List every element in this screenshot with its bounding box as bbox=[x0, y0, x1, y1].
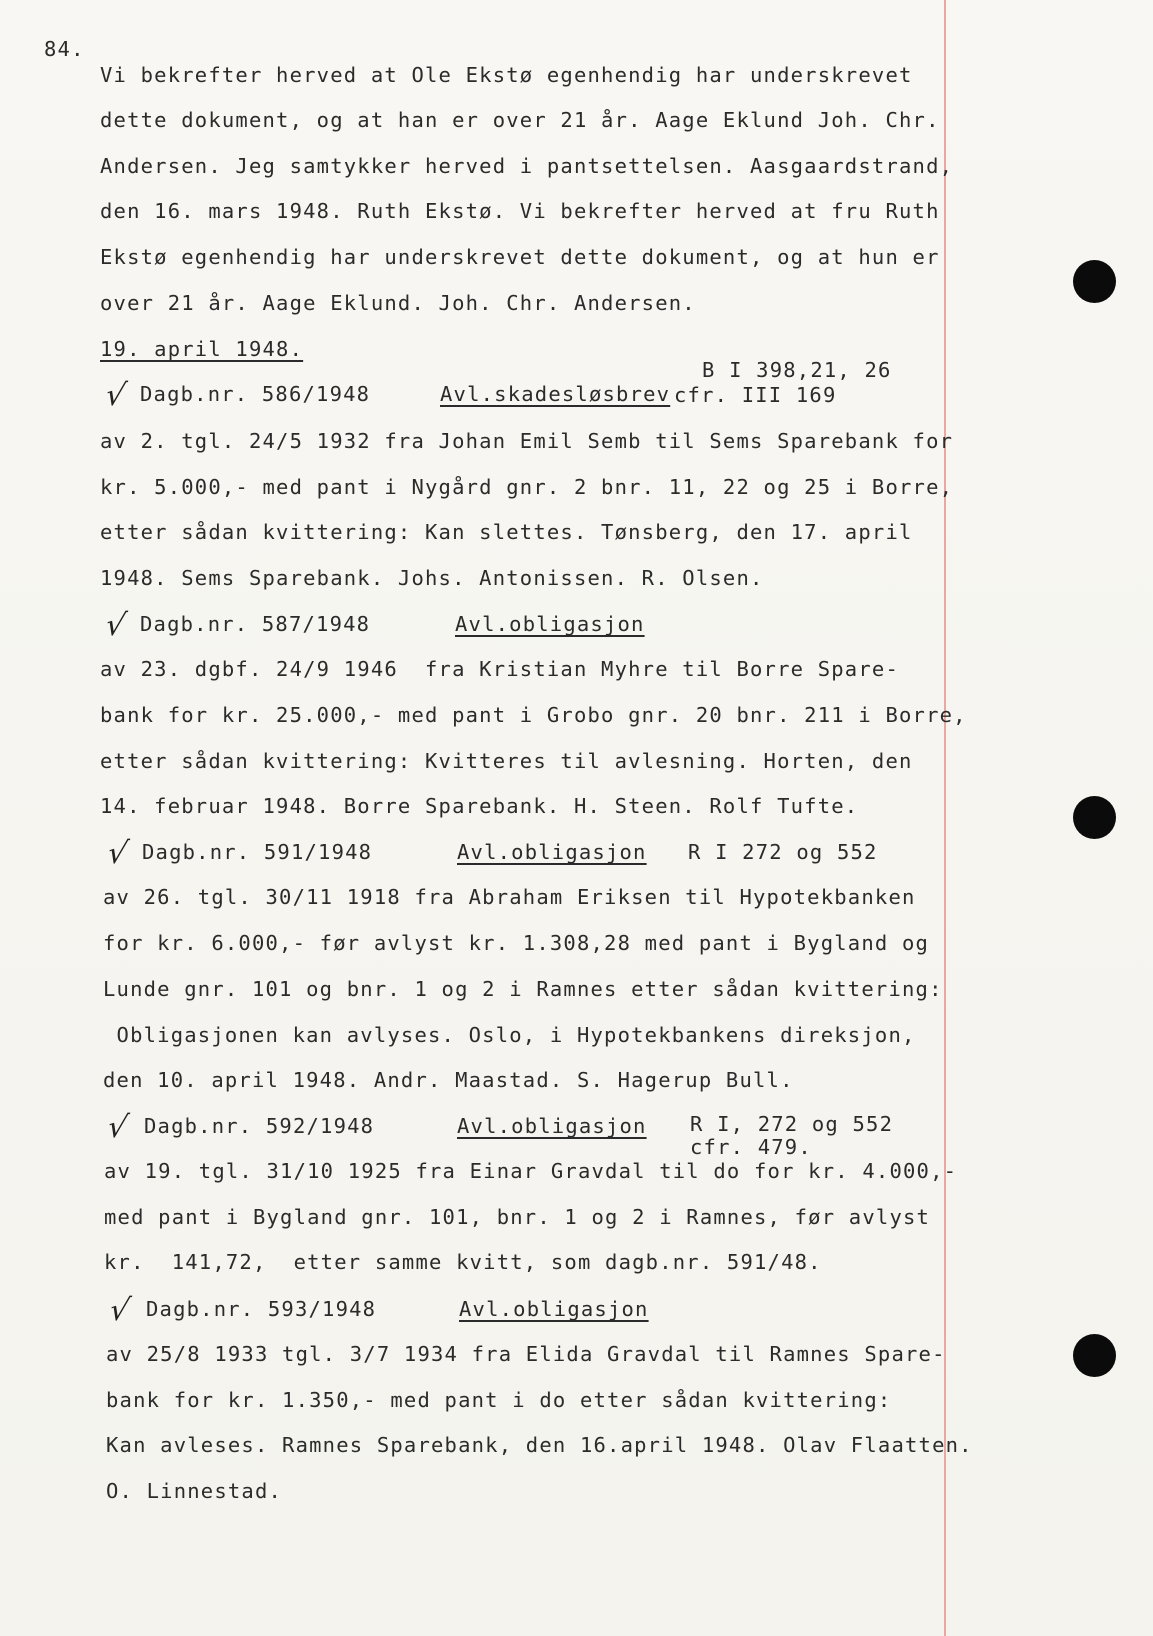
entry-line: 14. februar 1948. Borre Sparebank. H. Steen. Rolf Tufte. bbox=[100, 794, 859, 818]
check-mark-icon: √ bbox=[106, 1293, 133, 1328]
entry-number: Dagb.nr. 586/1948 bbox=[140, 382, 371, 406]
entry-line: den 10. april 1948. Andr. Maastad. S. Hagerup Bull. bbox=[103, 1068, 794, 1092]
entry-line: bank for kr. 1.350,- med pant i do etter sådan kvittering: bbox=[106, 1388, 892, 1412]
entry-type: Avl.obligasjon bbox=[457, 840, 647, 864]
entry-line: av 23. dgbf. 24/9 1946 fra Kristian Myhre til Borre Spare- bbox=[100, 657, 899, 681]
intro-line: dette dokument, og at han er over 21 år. Aage Eklund Joh. Chr. bbox=[100, 108, 940, 132]
entry-line: av 25/8 1933 tgl. 3/7 1934 fra Elida Gravdal til Ramnes Spare- bbox=[106, 1342, 946, 1366]
entry-line: Lunde gnr. 101 og bnr. 1 og 2 i Ramnes etter sådan kvittering: bbox=[103, 977, 943, 1001]
entry-line: av 26. tgl. 30/11 1918 fra Abraham Eriksen til Hypotekbanken bbox=[103, 885, 916, 909]
entry-line: med pant i Bygland gnr. 101, bnr. 1 og 2 i Ramnes, før avlyst bbox=[104, 1205, 931, 1229]
entry-line: O. Linnestad. bbox=[106, 1479, 283, 1503]
entry-number: Dagb.nr. 593/1948 bbox=[146, 1297, 377, 1321]
entry-number: Dagb.nr. 591/1948 bbox=[142, 840, 373, 864]
entry-line: for kr. 6.000,- før avlyst kr. 1.308,28 med pant i Bygland og bbox=[103, 931, 930, 955]
check-mark-icon: √ bbox=[102, 608, 129, 643]
entry-reference: cfr. III 169 bbox=[674, 383, 837, 407]
check-mark-icon: √ bbox=[102, 378, 129, 413]
entry-line: Kan avleses. Ramnes Sparebank, den 16.april 1948. Olav Flaatten. bbox=[106, 1433, 973, 1457]
margin-rule bbox=[944, 0, 946, 1636]
entry-reference: R I, 272 og 552 bbox=[690, 1112, 894, 1136]
entry-type: Avl.skadesløsbrev bbox=[440, 382, 671, 406]
intro-line: den 16. mars 1948. Ruth Ekstø. Vi bekrefter herved at fru Ruth bbox=[100, 199, 940, 223]
page-number: 84. bbox=[44, 37, 85, 61]
binder-hole-icon bbox=[1073, 796, 1116, 839]
entry-line: etter sådan kvittering: Kan slettes. Tønsberg, den 17. april bbox=[100, 520, 913, 544]
intro-line: Ekstø egenhendig har underskrevet dette dokument, og at hun er bbox=[100, 245, 940, 269]
entry-line: av 2. tgl. 24/5 1932 fra Johan Emil Semb til Sems Sparebank for bbox=[100, 429, 954, 453]
entry-reference: R I 272 og 552 bbox=[688, 840, 878, 864]
entry-line: av 19. tgl. 31/10 1925 fra Einar Gravdal til do for kr. 4.000,- bbox=[104, 1159, 958, 1183]
entry-line: Obligasjonen kan avlyses. Oslo, i Hypotekbankens direksjon, bbox=[103, 1023, 916, 1047]
intro-line: over 21 år. Aage Eklund. Joh. Chr. Andersen. bbox=[100, 291, 696, 315]
entry-reference: cfr. 479. bbox=[690, 1135, 812, 1159]
check-mark-icon: √ bbox=[104, 836, 131, 871]
date-heading: 19. april 1948. bbox=[100, 337, 304, 361]
binder-hole-icon bbox=[1073, 1334, 1116, 1377]
entry-line: etter sådan kvittering: Kvitteres til avlesning. Horten, den bbox=[100, 749, 913, 773]
intro-line: Andersen. Jeg samtykker herved i pantsettelsen. Aasgaardstrand, bbox=[100, 154, 954, 178]
entry-line: 1948. Sems Sparebank. Johs. Antonissen. R. Olsen. bbox=[100, 566, 764, 590]
entry-type: Avl.obligasjon bbox=[459, 1297, 649, 1321]
entry-line: kr. 141,72, etter samme kvitt, som dagb.nr. 591/48. bbox=[104, 1250, 822, 1274]
entry-number: Dagb.nr. 592/1948 bbox=[144, 1114, 375, 1138]
entry-type: Avl.obligasjon bbox=[457, 1114, 647, 1138]
check-mark-icon: √ bbox=[104, 1110, 131, 1145]
entry-line: kr. 5.000,- med pant i Nygård gnr. 2 bnr. 11, 22 og 25 i Borre, bbox=[100, 475, 954, 499]
entry-line: bank for kr. 25.000,- med pant i Grobo gnr. 20 bnr. 211 i Borre, bbox=[100, 703, 967, 727]
entry-type: Avl.obligasjon bbox=[455, 612, 645, 636]
entry-reference: B I 398,21, 26 bbox=[702, 358, 892, 382]
intro-line: Vi bekrefter herved at Ole Ekstø egenhendig har underskrevet bbox=[100, 63, 913, 87]
binder-hole-icon bbox=[1073, 260, 1116, 303]
entry-number: Dagb.nr. 587/1948 bbox=[140, 612, 371, 636]
